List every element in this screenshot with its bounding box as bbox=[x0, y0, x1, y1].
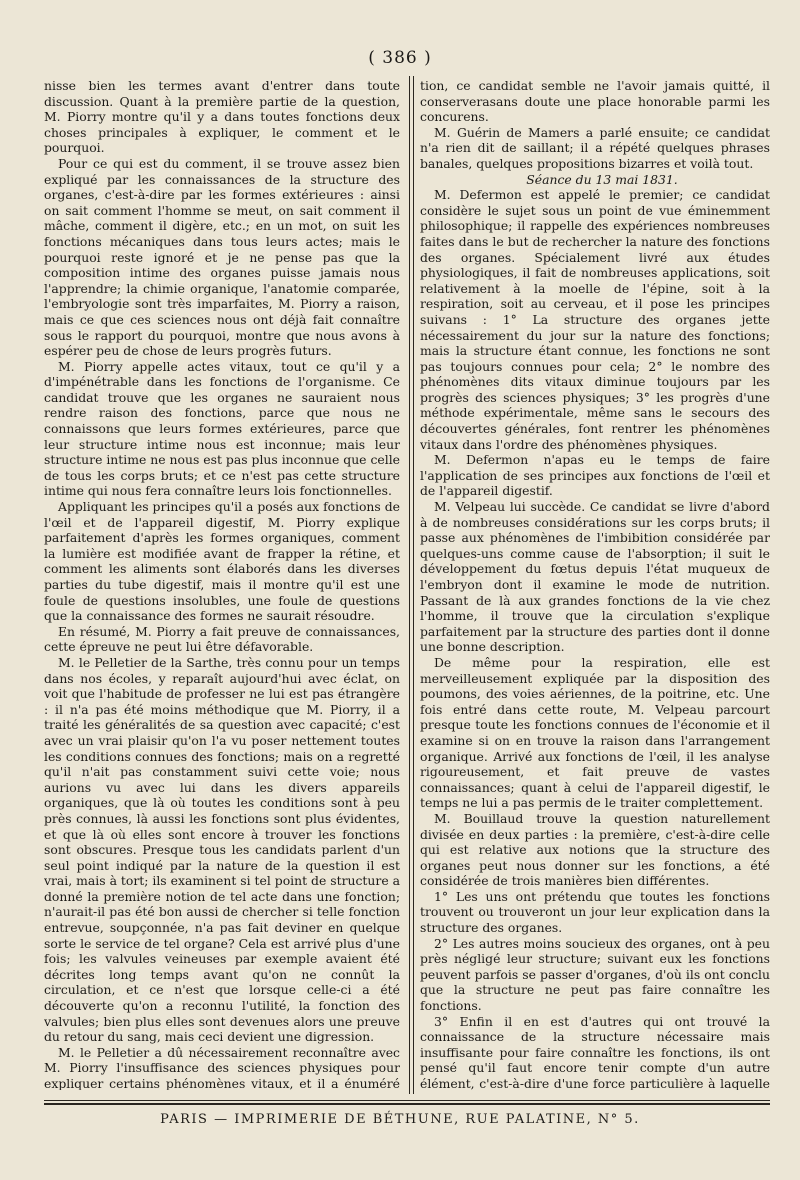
paragraph: M. Bouillaud trouve la question naturellement divisée en deux parties : la première, c'est-à-dire celle qui est relative aux notions que la structure des organes peut nous donner sur les fonctions, a été considérée de trois manières bien différentes. bbox=[420, 810, 770, 889]
paragraph: 2° Les autres moins soucieux des organes, ont à peu près négligé leur structure; suivant eux les fonctions peuvent parfois se passer d'organes, d'où ils ont conclu que la structure ne peut pas faire connaître les fonctions. bbox=[420, 935, 770, 1014]
paragraph: M. Velpeau lui succède. Ce candidat se livre d'abord à de nombreuses considérations sur les corps bruts; il passe aux phénomènes de l'imbibition considérée par quelques-uns comme cause de l'absorption; il suit le développement du fœtus depuis l'état muqueux de l'embryon dont il examine le mode de nutrition. Passant de là aux grandes fonctions de la vie chez l'homme, il trouve que la circulation s'explique parfaitement par la structure des parties dont il donne une bonne description. bbox=[420, 499, 770, 655]
imprint-line: PARIS — IMPRIMERIE DE BÉTHUNE, RUE PALATINE, N° 5. bbox=[160, 1112, 640, 1127]
paragraph: tion, ce candidat semble ne l'avoir jamais quitté, il conserverasans doute une place honorable parmi les concurens. bbox=[420, 78, 770, 125]
paragraph: M. Piorry appelle actes vitaux, tout ce qu'il y a d'impénétrable dans les fonctions de l'organisme. Ce candidat trouve que les organes ne sauraient nous rendre raison des fonctions, parce que nous ne connaissons que leurs formes extérieures, parce que leur structure intime nous est inconnue; mais leur structure intime ne nous est pas plus inconnue que celle de tous les corps bruts; et ce n'est pas cette structure intime qui nous fera connaître leurs lois fonctionnelles. bbox=[44, 358, 400, 499]
paragraph: M. Defermon n'apas eu le temps de faire l'application de ses principes aux fonctions de l'œil et de l'appareil digestif. bbox=[420, 452, 770, 499]
footer-rule-thick bbox=[44, 1103, 770, 1105]
paragraph: 3° Enfin il en est d'autres qui ont trouvé la connaissance de la structure nécessaire mais insuffisante pour faire connaître les fonctions, ils ont pensé qu'il faut encore tenir compte d'un autre élément, c'est-à-dire d'une force particulière à laquelle bbox=[420, 1013, 770, 1090]
paragraph: En résumé, M. Piorry a fait preuve de connaissances, cette épreuve ne peut lui être défavorable. bbox=[44, 623, 400, 655]
paragraph: M. Defermon est appelé le premier; ce candidat considère le sujet sous un point de vue éminemment philosophique; il rappelle des expériences nombreuses faites dans le but de rechercher la nature des fonctions des organes. Spécialement livré aux études physiologiques, il fait de nombreuses applications, soit relativement à la moelle de l'épine, soit à la respiration, soit au cerveau, et il pose les principes suivans : 1° La structure des organes jette nécessairement du jour sur la nature des fonctions; mais la structure étant connue, les fonctions ne sont pas toujours connues pour cela; 2° le nombre des phénomènes dits vitaux diminue toujours par les progrès des sciences physiques; 3° les progrès d'une méthode expérimentale, même sans le secours des découvertes générales, font rentrer les phénomènes vitaux dans l'ordre des phénomènes physiques. bbox=[420, 187, 770, 452]
paragraph: M. le Pelletier a dû nécessairement reconnaître avec M. Piorry l'insuffisance des sciences physiques pour expliquer certains phénomènes vitaux, et il a énuméré bbox=[44, 1044, 400, 1090]
left-column bbox=[44, 78, 400, 1090]
paragraph: nisse bien les termes avant d'entrer dans toute discussion. Quant à la première partie de la question, M. Piorry montre qu'il y a dans toutes fonctions deux choses principales à expliquer, le comment et le pourquoi. bbox=[44, 78, 400, 156]
page-number: ( 386 ) bbox=[368, 48, 432, 68]
session-heading: Séance du 13 mai 1831. bbox=[526, 171, 678, 187]
paragraph: Pour ce qui est du comment, il se trouve assez bien expliqué par les connaissances de la structure des organes, c'est-à-dire par les formes extérieures : ainsi on sait comment l'homme se meut, on sait comment il mâche, comment il digère, etc.; en un mot, on suit les fonctions mécaniques dans tous leurs actes; mais le pourquoi reste ignoré et je ne pense pas que la composition intime des organes puisse jamais nous l'apprendre; la chimie organique, l'anatomie comparée, l'embryologie sont très imparfaites, M. Piorry a raison, mais ce que ces sciences nous ont déjà fait connaître sous le rapport du pourquoi, montre que nous avons à espérer peu de chose de leurs progrès futurs. bbox=[44, 155, 400, 359]
paragraph: De même pour la respiration, elle est merveilleusement expliquée par la disposition des poumons, des voies aériennes, de la poitrine, etc. Une fois entré dans cette route, M. Velpeau parcourt presque toute les fonctions connues de l'économie et il examine si on en trouve la raison dans l'arrangement organique. Arrivé aux fonctions de l'œil, il les analyse rigoureusement, et fait preuve de vastes connaissances; quant à celui de l'appareil digestif, le temps ne lui a pas permis de le traiter complettement. bbox=[420, 654, 770, 811]
paragraph: M. le Pelletier de la Sarthe, très connu pour un temps dans nos écoles, y reparaît aujourd'hui avec éclat, on voit que l'habitude de professer ne lui est pas étrangère : il n'a pas été moins méthodique que M. Piorry, il a traité les généralités de sa question avec capacité; c'est avec un vrai plaisir qu'on l'a vu poser nettement toutes les conditions connues des fonctions; mais on a regretté qu'il n'ait pas constamment suivi cette voie; nous aurions vu avec lui dans les divers appareils organiques, que là où toutes les conditions sont à peu près connues, là aussi les fonctions sont plus évidentes, et que là où elles sont encore à trouver les fonctions sont obscures. Presque tous les candidats parlent d'un seul point indiqué par la nature de la question il est vrai, mais à tort; ils examinent si tel point de structure a donné la première notion de tel acte dans une fonction; n'aurait-il pas été bon aussi de chercher si telle fonction entrevue, soupçonnée, n'a pas fait deviner en quelque sorte le service de tel organe? Cela est arrivé plus d'une fois; les valvules veineuses par exemple avaient été décrites long temps avant qu'on ne connût la circulation, et ce n'est que lorsque celle-ci a été découverte qu'on a reconnu l'utilité, la fonction des valvules; bien plus elles sont devenues alors une preuve du retour du sang, mais ceci devient une digression. bbox=[44, 654, 400, 1045]
paragraph: M. Guérin de Mamers a parlé ensuite; ce candidat n'a rien dit de saillant; il a répété quelques phrases banales, quelques propositions bizarres et voilà tout. bbox=[420, 124, 770, 171]
column-divider bbox=[409, 76, 414, 1094]
right-column bbox=[420, 78, 770, 1090]
footer-rule-thin bbox=[44, 1100, 770, 1101]
paragraph: Appliquant les principes qu'il a posés aux fonctions de l'œil et de l'appareil digestif, M. Piorry explique parfaitement d'après les formes organiques, comment la lumière est modifiée avant de frapper la rétine, et comment les aliments sont élaborés dans les diverses parties du tube digestif, mais il montre qu'il est une foule de questions insolubles, une foule de questions que la connaissance des formes ne saurait résoudre. bbox=[44, 499, 400, 624]
paragraph: 1° Les uns ont prétendu que toutes les fonctions trouvent ou trouveront un jour leur explication dans la structure des organes. bbox=[420, 888, 770, 936]
